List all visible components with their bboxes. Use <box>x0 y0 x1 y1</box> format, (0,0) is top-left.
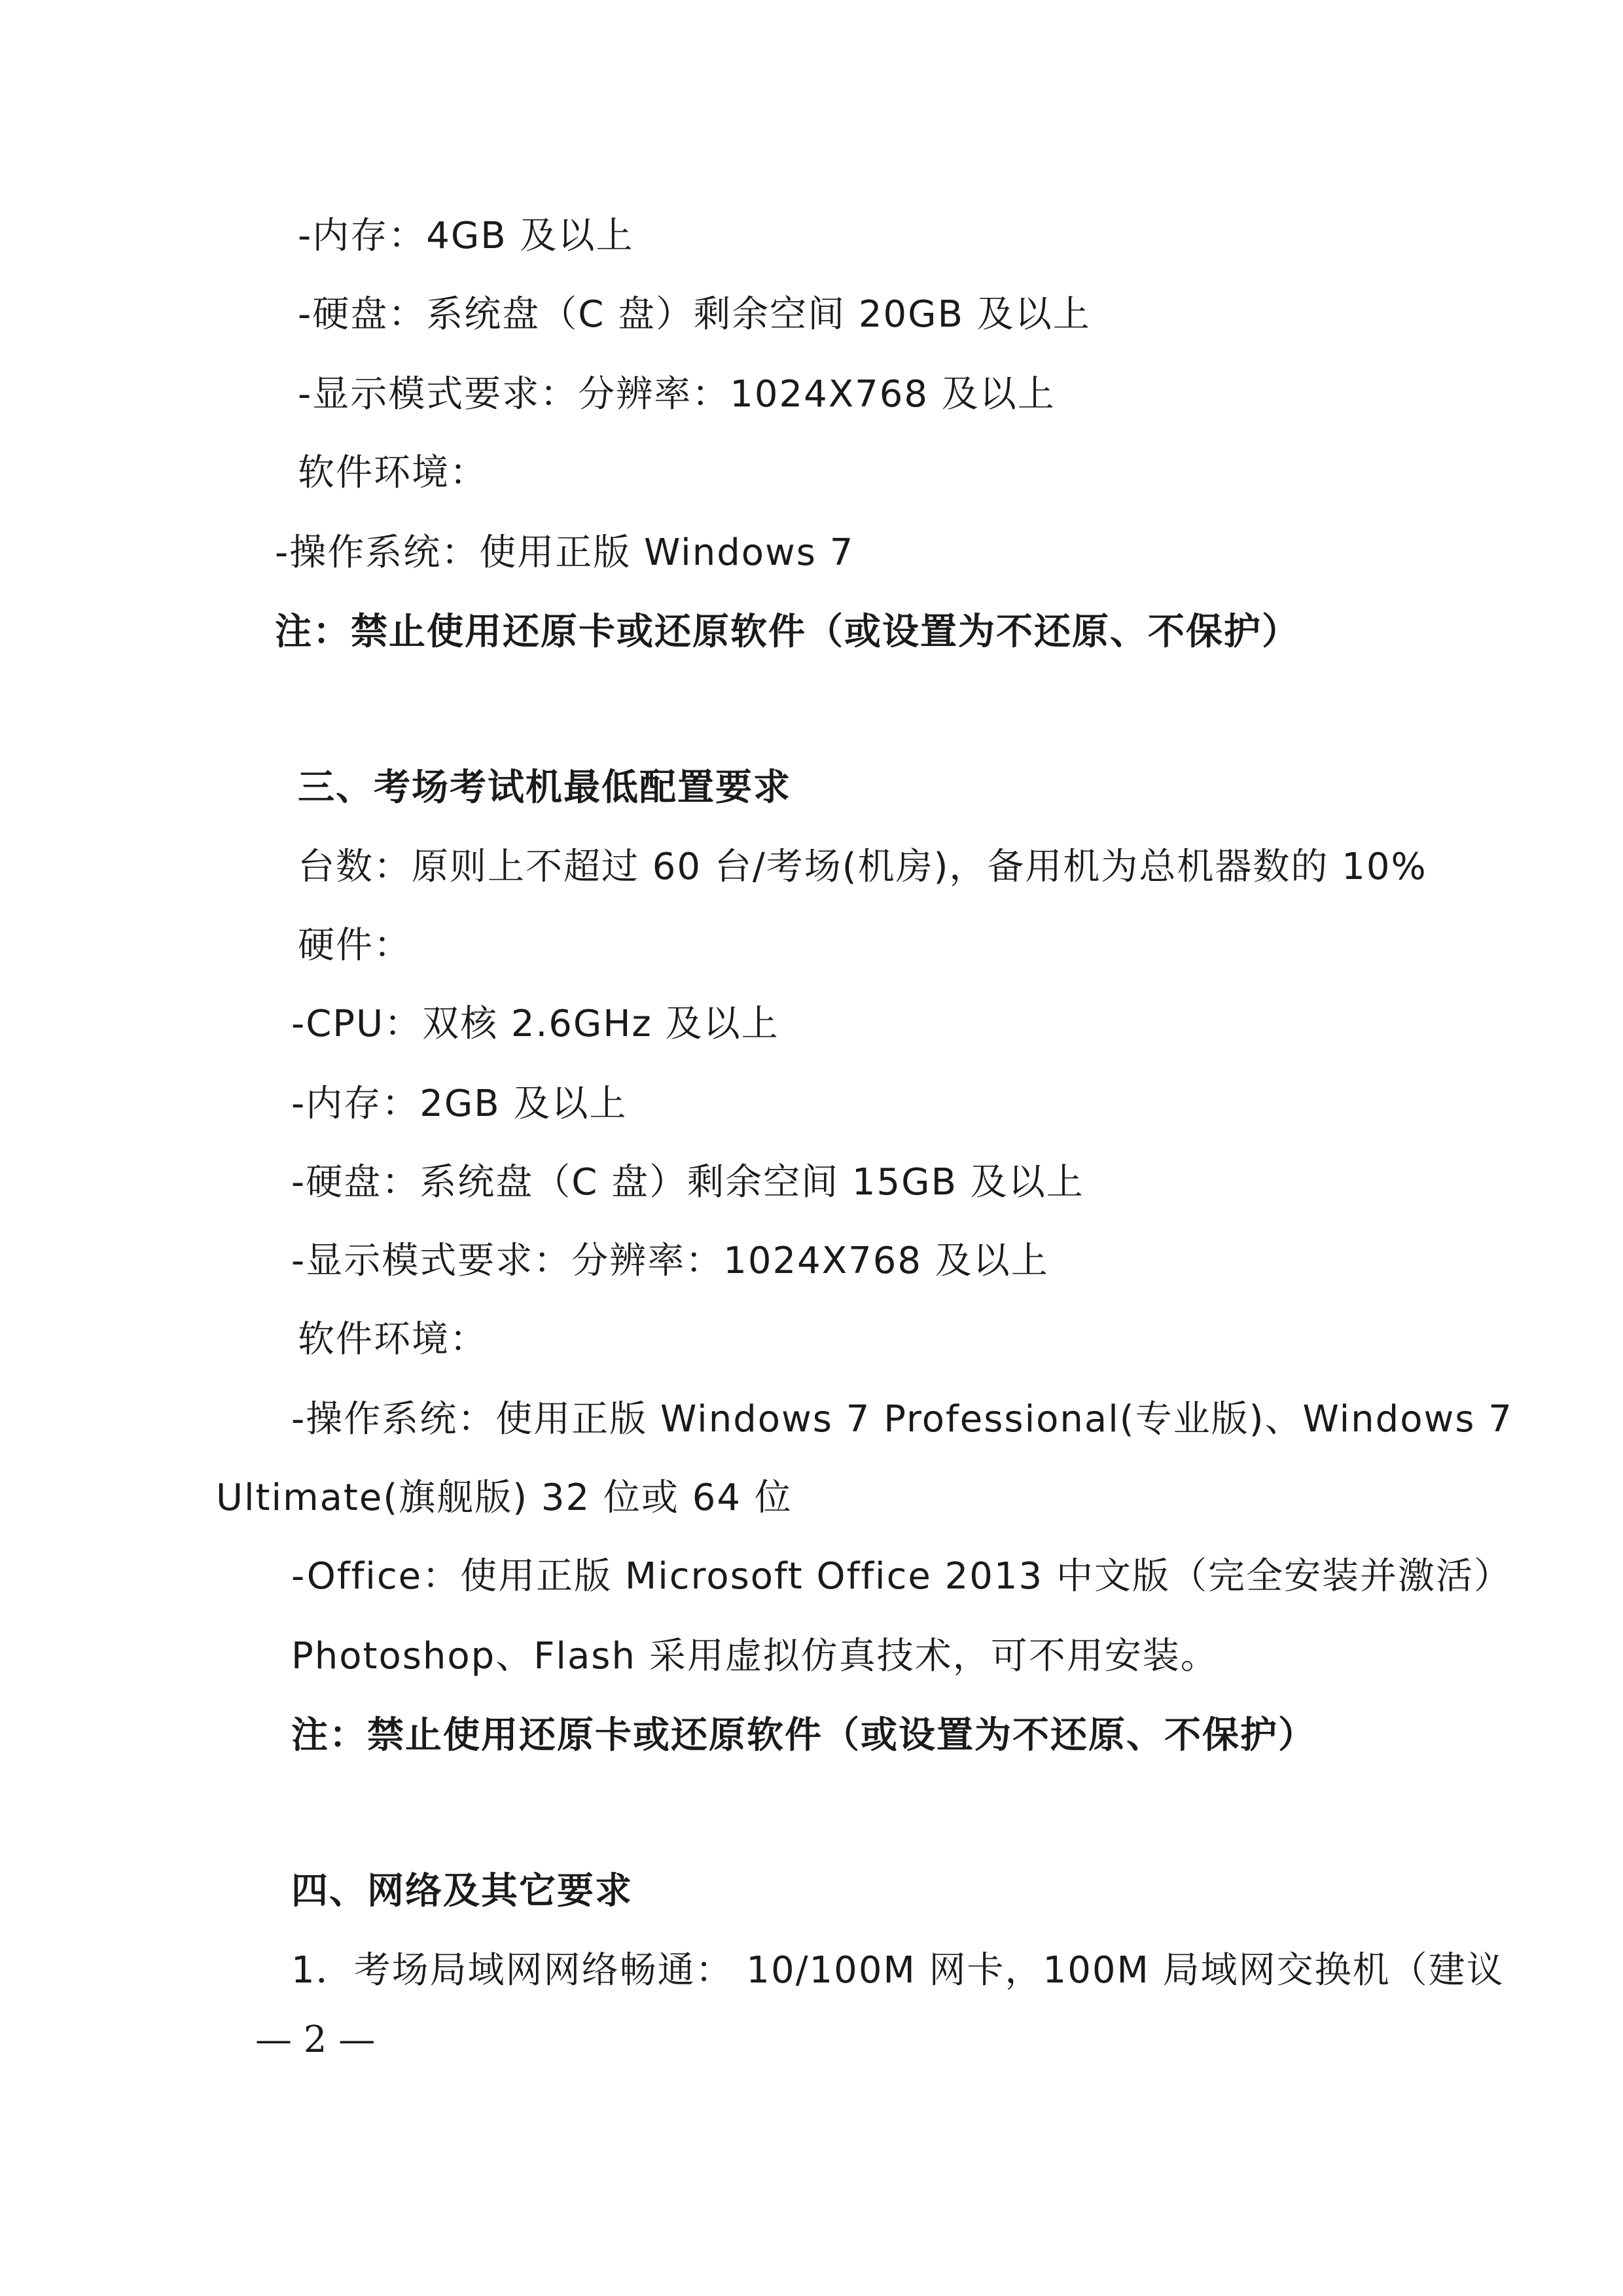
page-number: — 2 — <box>255 2018 376 2061</box>
software-env-label-exam: 软件环境： <box>298 1318 488 1361</box>
machine-count: 台数：原则上不超过 60 台/考场(机房)，备用机为总机器数的 10% <box>298 846 1427 888</box>
section-3-heading: 三、考场考试机最低配置要求 <box>298 766 791 809</box>
os-requirement: -操作系统：使用正版 Windows 7 <box>275 531 855 574</box>
software-env-label: 软件环境： <box>298 452 488 494</box>
display-requirement-exam: -显示模式要求：分辨率：1024X768 及以上 <box>291 1240 1049 1282</box>
cpu-requirement: -CPU：双核 2.6GHz 及以上 <box>291 1003 779 1045</box>
display-requirement: -显示模式要求：分辨率：1024X768 及以上 <box>298 373 1056 416</box>
restore-card-note: 注：禁止使用还原卡或还原软件（或设置为不还原、不保护） <box>275 610 1300 653</box>
photoshop-flash-note: Photoshop、Flash 采用虚拟仿真技术，可不用安装。 <box>291 1635 1219 1677</box>
disk-requirement-exam: -硬盘：系统盘（C 盘）剩余空间 15GB 及以上 <box>291 1161 1084 1204</box>
office-requirement: -Office：使用正版 Microsoft Office 2013 中文版（完全安装并激活） <box>291 1555 1512 1598</box>
memory-requirement-exam: -内存：2GB 及以上 <box>291 1083 628 1125</box>
os-requirement-exam-line2: Ultimate(旗舰版) 32 位或 64 位 <box>216 1477 793 1519</box>
network-item-1: 1．考场局域网网络畅通： 10/100M 网卡，100M 局域网交换机（建议 <box>291 1949 1505 1992</box>
memory-requirement: -内存：4GB 及以上 <box>298 215 634 257</box>
disk-requirement: -硬盘：系统盘（C 盘）剩余空间 20GB 及以上 <box>298 293 1091 336</box>
hardware-label: 硬件： <box>298 924 412 967</box>
section-4-heading: 四、网络及其它要求 <box>291 1869 633 1912</box>
restore-card-note-exam: 注：禁止使用还原卡或还原软件（或设置为不还原、不保护） <box>291 1713 1316 1757</box>
os-requirement-exam-line1: -操作系统：使用正版 Windows 7 Professional(专业版)、Windows 7 <box>291 1398 1513 1441</box>
